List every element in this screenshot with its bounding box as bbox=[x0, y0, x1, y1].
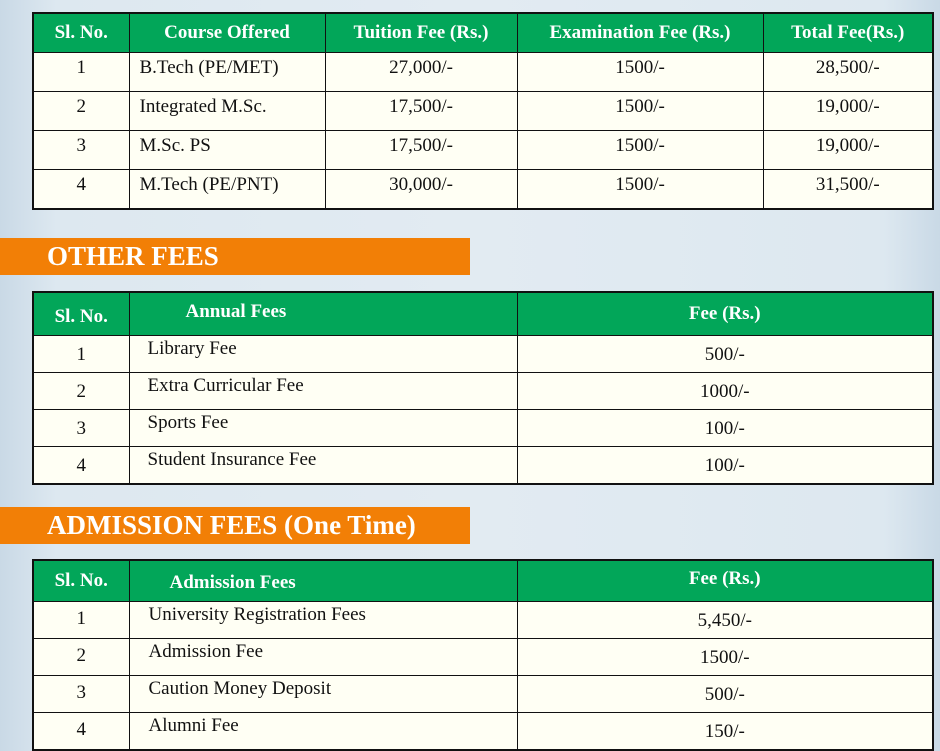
sl-no: 2 bbox=[33, 639, 129, 676]
fee-name: Caution Money Deposit bbox=[129, 676, 517, 713]
header-examination-fee: Examination Fee (Rs.) bbox=[517, 13, 763, 53]
header-sl-no: Sl. No. bbox=[33, 292, 129, 336]
header-tuition-fee: Tuition Fee (Rs.) bbox=[325, 13, 517, 53]
tuition-fee: 17,500/- bbox=[325, 131, 517, 170]
table-row bbox=[33, 92, 933, 131]
course-name: M.Tech (PE/PNT) bbox=[129, 170, 325, 209]
header-fee: Fee (Rs.) bbox=[517, 292, 933, 336]
course-name: M.Sc. PS bbox=[129, 131, 325, 170]
table-header-row bbox=[33, 560, 933, 602]
examination-fee: 1500/- bbox=[517, 170, 763, 209]
sl-no: 3 bbox=[33, 676, 129, 713]
course-name: Integrated M.Sc. bbox=[129, 92, 325, 131]
sl-no: 1 bbox=[33, 53, 129, 92]
header-course-offered: Course Offered bbox=[129, 13, 325, 53]
header-admission-fees: Admission Fees bbox=[129, 560, 517, 602]
fee-amount: 5,450/- bbox=[517, 602, 933, 639]
table-row bbox=[33, 131, 933, 170]
sl-no: 3 bbox=[33, 410, 129, 447]
table-row bbox=[33, 639, 933, 676]
course-name: B.Tech (PE/MET) bbox=[129, 53, 325, 92]
fee-name: Sports Fee bbox=[129, 410, 517, 447]
sl-no: 4 bbox=[33, 447, 129, 484]
header-sl-no: Sl. No. bbox=[33, 13, 129, 53]
fee-name: Extra Curricular Fee bbox=[129, 373, 517, 410]
header-fee: Fee (Rs.) bbox=[517, 560, 933, 602]
sl-no: 4 bbox=[33, 713, 129, 750]
sl-no: 2 bbox=[33, 92, 129, 131]
admission-fees-banner: ADMISSION FEES (One Time) bbox=[0, 507, 470, 544]
fee-amount: 1000/- bbox=[517, 373, 933, 410]
header-total-fee: Total Fee(Rs.) bbox=[763, 13, 933, 53]
header-annual-fees: Annual Fees bbox=[129, 292, 517, 336]
examination-fee: 1500/- bbox=[517, 53, 763, 92]
admission-fees-table bbox=[32, 559, 934, 751]
examination-fee: 1500/- bbox=[517, 92, 763, 131]
table-header-row bbox=[33, 13, 933, 53]
fee-amount: 500/- bbox=[517, 676, 933, 713]
table-row bbox=[33, 410, 933, 447]
total-fee: 31,500/- bbox=[763, 170, 933, 209]
other-fees-banner: OTHER FEES bbox=[0, 238, 470, 275]
table-row bbox=[33, 170, 933, 209]
fee-name: Alumni Fee bbox=[129, 713, 517, 750]
table-row bbox=[33, 447, 933, 484]
examination-fee: 1500/- bbox=[517, 131, 763, 170]
sl-no: 4 bbox=[33, 170, 129, 209]
table-row bbox=[33, 373, 933, 410]
total-fee: 19,000/- bbox=[763, 92, 933, 131]
sl-no: 1 bbox=[33, 602, 129, 639]
table-row bbox=[33, 336, 933, 373]
header-sl-no: Sl. No. bbox=[33, 560, 129, 602]
fee-name: Library Fee bbox=[129, 336, 517, 373]
total-fee: 19,000/- bbox=[763, 131, 933, 170]
other-fees-table bbox=[32, 291, 934, 485]
table-row bbox=[33, 53, 933, 92]
total-fee: 28,500/- bbox=[763, 53, 933, 92]
tuition-fee: 30,000/- bbox=[325, 170, 517, 209]
fee-amount: 100/- bbox=[517, 410, 933, 447]
table-row bbox=[33, 676, 933, 713]
table-header-row bbox=[33, 292, 933, 336]
sl-no: 3 bbox=[33, 131, 129, 170]
course-fees-table bbox=[32, 12, 934, 210]
fee-amount: 150/- bbox=[517, 713, 933, 750]
sl-no: 2 bbox=[33, 373, 129, 410]
sl-no: 1 bbox=[33, 336, 129, 373]
fee-amount: 1500/- bbox=[517, 639, 933, 676]
table-row bbox=[33, 602, 933, 639]
tuition-fee: 17,500/- bbox=[325, 92, 517, 131]
fee-name: Admission Fee bbox=[129, 639, 517, 676]
fee-amount: 500/- bbox=[517, 336, 933, 373]
tuition-fee: 27,000/- bbox=[325, 53, 517, 92]
fee-amount: 100/- bbox=[517, 447, 933, 484]
fee-name: University Registration Fees bbox=[129, 602, 517, 639]
fee-name: Student Insurance Fee bbox=[129, 447, 517, 484]
